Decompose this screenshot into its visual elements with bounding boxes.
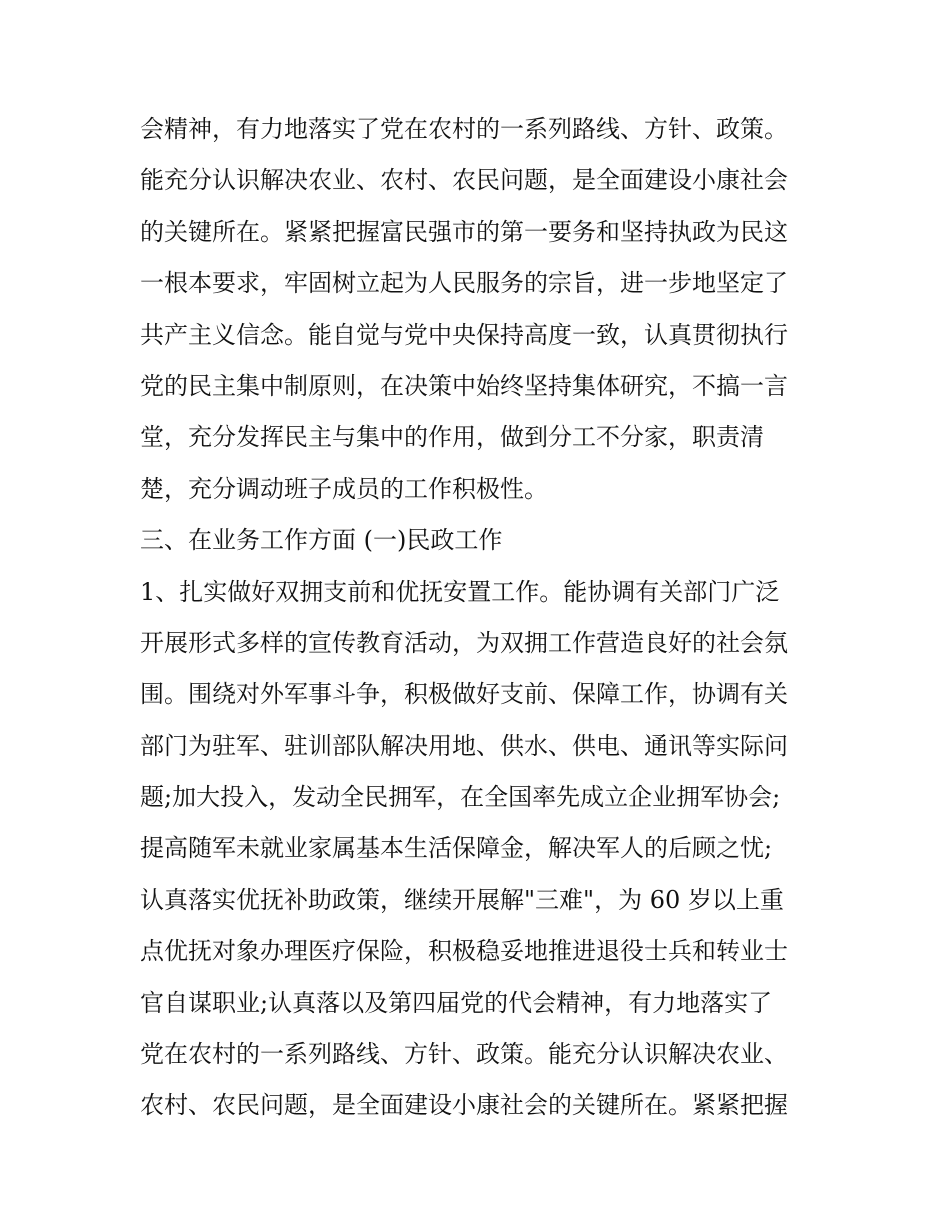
text-line: 的关键所在。紧紧把握富民强市的第一要务和坚持执政为民这	[140, 217, 788, 246]
section-heading: 三、在业务工作方面 (一)民政工作	[140, 526, 503, 555]
text-line: 农村、农民问题，是全面建设小康社会的关键所在。紧紧把握	[140, 1091, 788, 1120]
text-line: 堂，充分发挥民主与集中的作用，做到分工不分家，职责清	[140, 423, 764, 452]
text-line: 楚，充分调动班子成员的工作积极性。	[140, 474, 548, 503]
body-text	[140, 104, 820, 1132]
text-line: 党在农村的一系列路线、方针、政策。能充分认识解决农业、	[140, 1040, 788, 1069]
text-line: 提高随军未就业家属基本生活保障金，解决军人的后顾之忧;	[140, 834, 773, 863]
text-line: 会精神，有力地落实了党在农村的一系列路线、方针、政策。	[140, 115, 788, 143]
text-line: 认真落实优抚补助政策，继续开展解"三难"，为 60 岁以上重	[140, 885, 784, 914]
text-line: 部门为驻军、驻训部队解决用地、供水、供电、通讯等实际问	[140, 731, 788, 760]
text-line: 共产主义信念。能自觉与党中央保持高度一致，认真贯彻执行	[140, 320, 788, 349]
text-line: 1、扎实做好双拥支前和优抚安置工作。能协调有关部门广泛	[140, 577, 780, 606]
text-line: 一根本要求，牢固树立起为人民服务的宗旨，进一步地坚定了	[140, 269, 788, 298]
text-line: 官自谋职业;认真落以及第四届党的代会精神，有力地落实了	[140, 988, 773, 1017]
text-line: 围。围绕对外军事斗争，积极做好支前、保障工作，协调有关	[140, 680, 788, 709]
text-line: 点优抚对象办理医疗保险，积极稳妥地推进退役士兵和转业士	[140, 937, 788, 966]
text-line: 题;加大投入，发动全民拥军，在全国率先成立企业拥军协会;	[140, 783, 781, 812]
text-line: 开展形式多样的宣传教育活动，为双拥工作营造良好的社会氛	[140, 628, 788, 657]
text-line: 党的民主集中制原则，在决策中始终坚持集体研究，不搞一言	[140, 371, 788, 400]
text-line: 能充分认识解决农业、农村、农民问题，是全面建设小康社会	[140, 166, 788, 195]
